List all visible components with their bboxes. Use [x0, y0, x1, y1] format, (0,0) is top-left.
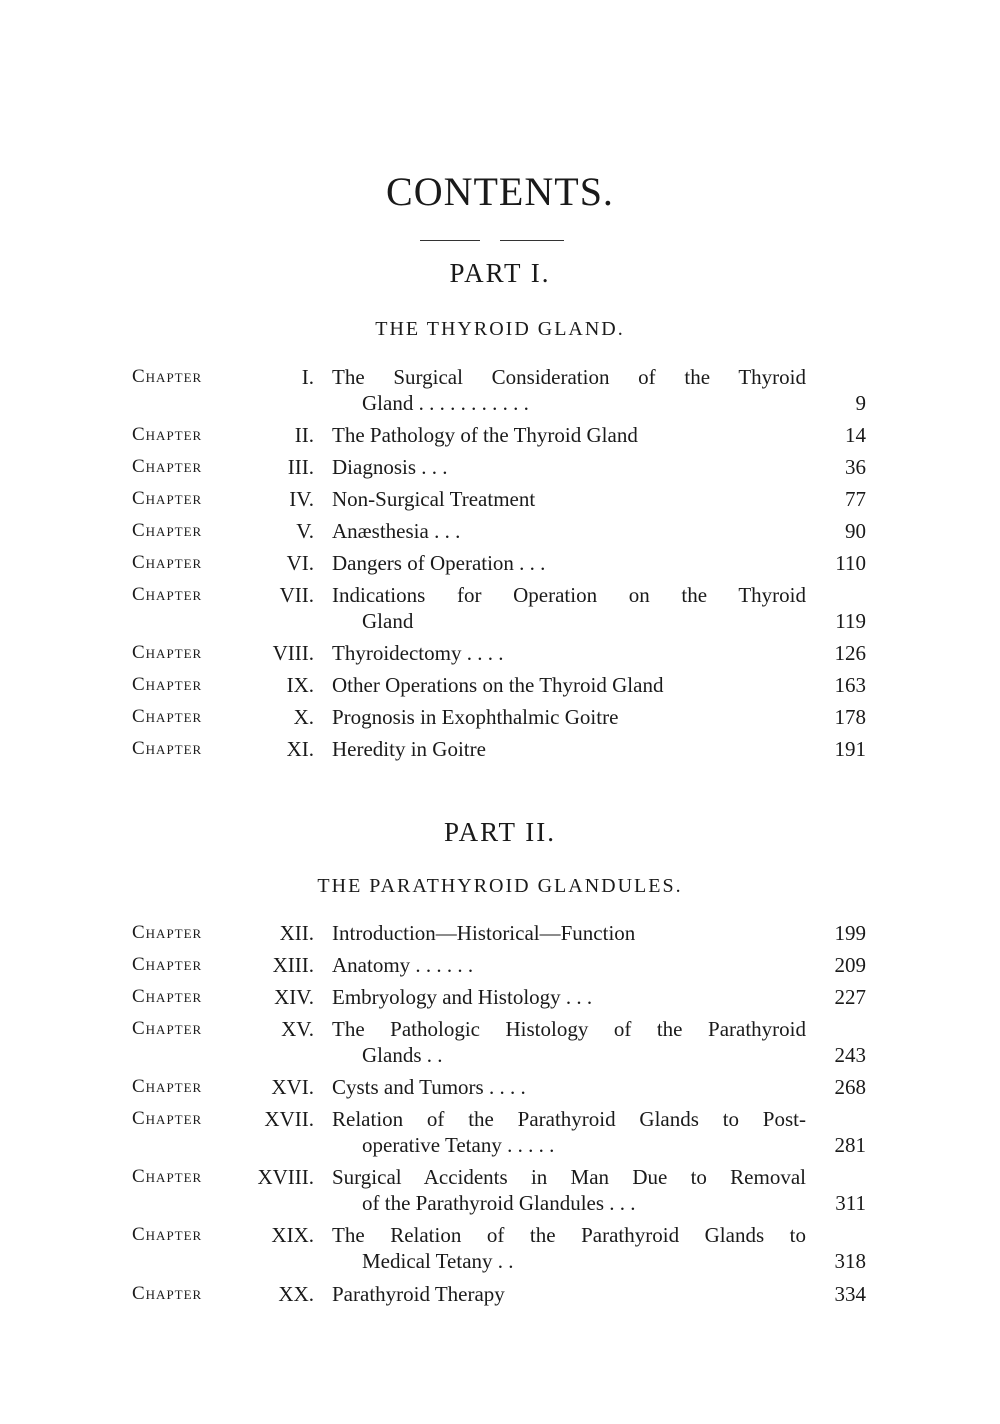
chapter-title [332, 1016, 806, 1068]
page-number: 318 [834, 1249, 866, 1273]
chapter-label: Chapter [132, 552, 203, 573]
chapter-title-line-2: Glands . . [362, 1043, 443, 1067]
chapter-number: I. [301, 365, 314, 389]
chapter-label: Chapter [132, 986, 203, 1007]
toc-entry [132, 640, 866, 666]
chapter-title-line-1: Prognosis in Exophthalmic Goitre [332, 705, 619, 729]
chapter-label: Chapter [132, 954, 203, 975]
page-title: CONTENTS. [386, 169, 614, 214]
chapter-title [332, 920, 806, 946]
chapter-title [332, 1106, 806, 1158]
page-number: 199 [834, 921, 866, 945]
chapter-title [332, 582, 806, 634]
chapter-title-line-1: Dangers of Operation . . . [332, 551, 546, 575]
chapter-label: Chapter [132, 424, 203, 445]
chapter-number: VIII. [272, 641, 314, 665]
page-number: 268 [834, 1075, 866, 1099]
chapter-title [332, 364, 806, 416]
page-number: 163 [834, 673, 866, 697]
part-2-subtitle: THE PARATHYROID GLANDULES. [317, 875, 683, 897]
chapter-title [332, 952, 806, 978]
toc-entry [132, 518, 866, 544]
toc-entry [132, 422, 866, 448]
chapter-label: Chapter [132, 366, 203, 387]
toc-entry [132, 550, 866, 576]
page-number: 281 [834, 1133, 866, 1157]
title-rule-left [420, 240, 480, 241]
chapter-title [332, 550, 806, 576]
chapter-label: Chapter [132, 1283, 203, 1304]
chapter-title-line-2: operative Tetany . . . . . [362, 1133, 555, 1157]
toc-entry [132, 984, 866, 1010]
chapter-number: XX. [278, 1282, 314, 1306]
toc-entry [132, 486, 866, 512]
toc-entry [132, 952, 866, 978]
title-rule-right [500, 240, 564, 241]
page-number: 209 [834, 953, 866, 977]
chapter-title [332, 486, 806, 512]
page-number: 191 [834, 737, 866, 761]
chapter-number: XVI. [271, 1075, 314, 1099]
chapter-title-line-1: Embryology and Histology . . . [332, 985, 593, 1009]
toc-entry [132, 1074, 866, 1100]
chapter-label: Chapter [132, 584, 203, 605]
chapter-title [332, 454, 806, 480]
chapter-number: IX. [286, 673, 314, 697]
page-number: 36 [845, 455, 866, 479]
chapter-number: VII. [279, 583, 314, 607]
part-1-subtitle: THE THYROID GLAND. [375, 318, 625, 340]
chapter-title-line-2: Medical Tetany . . [362, 1249, 514, 1273]
chapter-number: XVIII. [257, 1165, 314, 1189]
chapter-label: Chapter [132, 1018, 203, 1039]
toc-entry [132, 704, 866, 730]
page-number: 14 [845, 423, 866, 447]
chapter-number: III. [287, 455, 314, 479]
page-number: 227 [834, 985, 866, 1009]
toc-entry [132, 672, 866, 698]
toc-entry [132, 364, 866, 416]
chapter-label: Chapter [132, 922, 203, 943]
chapter-label: Chapter [132, 488, 203, 509]
toc-entry [132, 920, 866, 946]
chapter-title [332, 518, 806, 544]
chapter-title-line-1: Diagnosis . . . [332, 455, 448, 479]
page-number: 311 [835, 1191, 866, 1215]
chapter-number: XV. [281, 1017, 314, 1041]
chapter-title-line-1: The Pathology of the Thyroid Gland [332, 423, 638, 447]
page-number: 119 [835, 609, 866, 633]
toc-entry [132, 1106, 866, 1158]
chapter-title [332, 736, 806, 762]
page-number: 77 [845, 487, 866, 511]
chapter-title-line-1: Indications for Operation on the Thyroid [332, 583, 806, 607]
chapter-title [332, 1074, 806, 1100]
chapter-title [332, 1222, 806, 1274]
toc-entry [132, 736, 866, 762]
chapter-title-line-1: The Pathologic Histology of the Parathyroid [332, 1017, 806, 1041]
chapter-title-line-1: Other Operations on the Thyroid Gland [332, 673, 664, 697]
toc-entry [132, 454, 866, 480]
chapter-number: XII. [279, 921, 314, 945]
chapter-title-line-2: Gland . . . . . . . . . . . [362, 391, 529, 415]
chapter-label: Chapter [132, 738, 203, 759]
chapter-number: X. [293, 705, 314, 729]
chapter-label: Chapter [132, 1076, 203, 1097]
chapter-title-line-1: Thyroidectomy . . . . [332, 641, 504, 665]
chapter-title [332, 672, 806, 698]
chapter-title-line-1: The Surgical Consideration of the Thyroid [332, 365, 806, 389]
chapter-title [332, 422, 806, 448]
chapter-number: XIII. [272, 953, 314, 977]
toc-entry [132, 1164, 866, 1216]
chapter-label: Chapter [132, 706, 203, 727]
chapter-label: Chapter [132, 456, 203, 477]
chapter-title-line-1: Cysts and Tumors . . . . [332, 1075, 526, 1099]
page-number: 90 [845, 519, 866, 543]
chapter-title [332, 1164, 806, 1216]
chapter-title-line-1: Relation of the Parathyroid Glands to Post- [332, 1107, 806, 1131]
chapter-label: Chapter [132, 674, 203, 695]
toc-entry [132, 1281, 866, 1307]
chapter-label: Chapter [132, 520, 203, 541]
chapter-title-line-1: Anatomy . . . . . . [332, 953, 474, 977]
chapter-title-line-1: Non-Surgical Treatment [332, 487, 536, 511]
chapter-number: XI. [286, 737, 314, 761]
chapter-title-line-1: Introduction—Historical—Function [332, 921, 636, 945]
chapter-title [332, 984, 806, 1010]
page-number: 334 [834, 1282, 866, 1306]
chapter-title-line-2: Gland [362, 609, 414, 633]
part-1-heading: PART I. [449, 258, 551, 288]
toc-entry [132, 1222, 866, 1274]
chapter-number: XIV. [274, 985, 314, 1009]
chapter-label: Chapter [132, 1224, 203, 1245]
chapter-title [332, 1281, 806, 1307]
chapter-label: Chapter [132, 1166, 203, 1187]
chapter-title-line-2: of the Parathyroid Glandules . . . [362, 1191, 636, 1215]
chapter-title-line-1: Parathyroid Therapy [332, 1282, 505, 1306]
chapter-label: Chapter [132, 642, 203, 663]
chapter-number: VI. [286, 551, 314, 575]
page-number: 9 [855, 391, 866, 415]
chapter-number: IV. [289, 487, 314, 511]
chapter-label: Chapter [132, 1108, 203, 1129]
chapter-number: V. [296, 519, 314, 543]
chapter-title [332, 640, 806, 666]
chapter-title-line-1: Heredity in Goitre [332, 737, 486, 761]
page-number: 126 [834, 641, 866, 665]
chapter-title [332, 704, 806, 730]
page-number: 178 [834, 705, 866, 729]
toc-entry [132, 582, 866, 634]
chapter-number: XIX. [271, 1223, 314, 1247]
chapter-title-line-1: Anæsthesia . . . [332, 519, 461, 543]
page-number: 110 [835, 551, 866, 575]
page-number: 243 [834, 1043, 866, 1067]
chapter-title-line-1: Surgical Accidents in Man Due to Removal [332, 1165, 806, 1189]
toc-entry [132, 1016, 866, 1068]
chapter-title-line-1: The Relation of the Parathyroid Glands to [332, 1223, 806, 1247]
chapter-number: XVII. [264, 1107, 314, 1131]
chapter-number: II. [294, 423, 314, 447]
part-2-heading: PART II. [444, 817, 556, 847]
